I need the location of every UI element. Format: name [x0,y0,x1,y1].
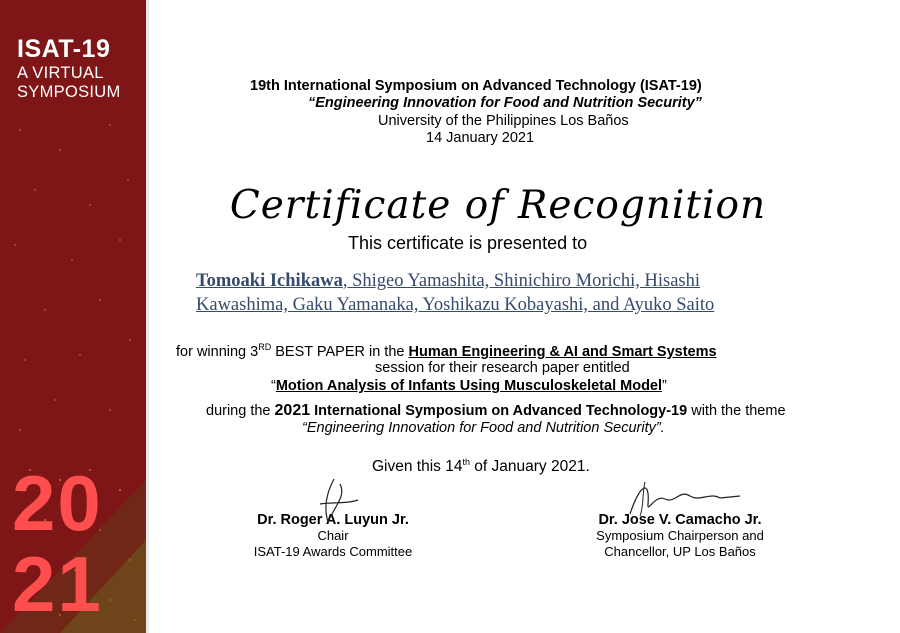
award-text: for winning 3 [176,343,259,360]
rank-superscript: RD [258,342,272,352]
banner-edge [146,0,149,633]
lead-author: Tomoaki Ichikawa [196,271,343,291]
paper-title: Motion Analysis of Infants Using Musculoskeletal Model [275,378,663,394]
signatory-name: Dr. Jose V. Camacho Jr. [598,512,762,528]
theme-line: “Engineering Innovation for Food and Nutrition Security”. [302,420,665,436]
signatory-right [580,512,780,560]
presented-to-text: This certificate is presented to [348,233,588,253]
with-theme-text: with the theme [687,403,786,419]
given-superscript: th [462,457,470,467]
event-date: 14 January 2021 [426,130,535,146]
session-name: Human Engineering & AI and Smart Systems [408,343,717,360]
session-line: session for their research paper entitled [375,360,630,376]
quote-mark: ” [662,378,667,394]
during-line [206,402,786,420]
given-text: of January 2021. [469,458,590,476]
event-theme: “Engineering Innovation for Food and Nutrition Security” [308,95,702,111]
recipient-names [196,269,796,317]
award-line [176,342,717,360]
given-text: Given this 14 [372,458,463,476]
given-date [372,457,590,476]
coauthors: , Shigeo Yamashita, Shinichiro Morichi, Hisashi [342,271,700,291]
award-text: BEST PAPER in the [271,343,409,360]
during-text: during the [206,403,275,419]
event-name: 19th International Symposium on Advanced Technology (ISAT-19) [250,78,702,94]
signatory-name: Dr. Roger A. Luyun Jr. [257,512,409,528]
banner-subtitle: SYMPOSIUM [17,83,121,101]
event-venue: University of the Philippines Los Baños [378,113,629,129]
certificate-title: Certificate of Recognition [229,183,767,228]
signatory-left [228,512,438,560]
year-text: 2021 [274,402,311,419]
banner-title: ISAT-19 [17,35,111,63]
side-banner [0,0,146,633]
paper-line [271,378,667,394]
banner-subtitle: A VIRTUAL [17,64,104,82]
banner-year-bottom: 21 [12,540,103,628]
signatory-role: Chair [317,528,349,543]
signatory-role: Symposium Chairperson and [596,528,764,543]
signature-image [620,474,750,524]
symposium-name: International Symposium on Advanced Technology-19 [310,403,688,419]
signatory-role: ISAT-19 Awards Committee [253,544,413,559]
signature-image [306,474,366,534]
banner-year-top: 20 [12,459,103,547]
signatory-role: Chancellor, UP Los Baños [604,544,756,559]
coauthors: Kawashima, Gaku Yamanaka, Yoshikazu Kobayashi, and Ayuko Saito [196,295,715,315]
quote-mark: “ [271,378,276,394]
